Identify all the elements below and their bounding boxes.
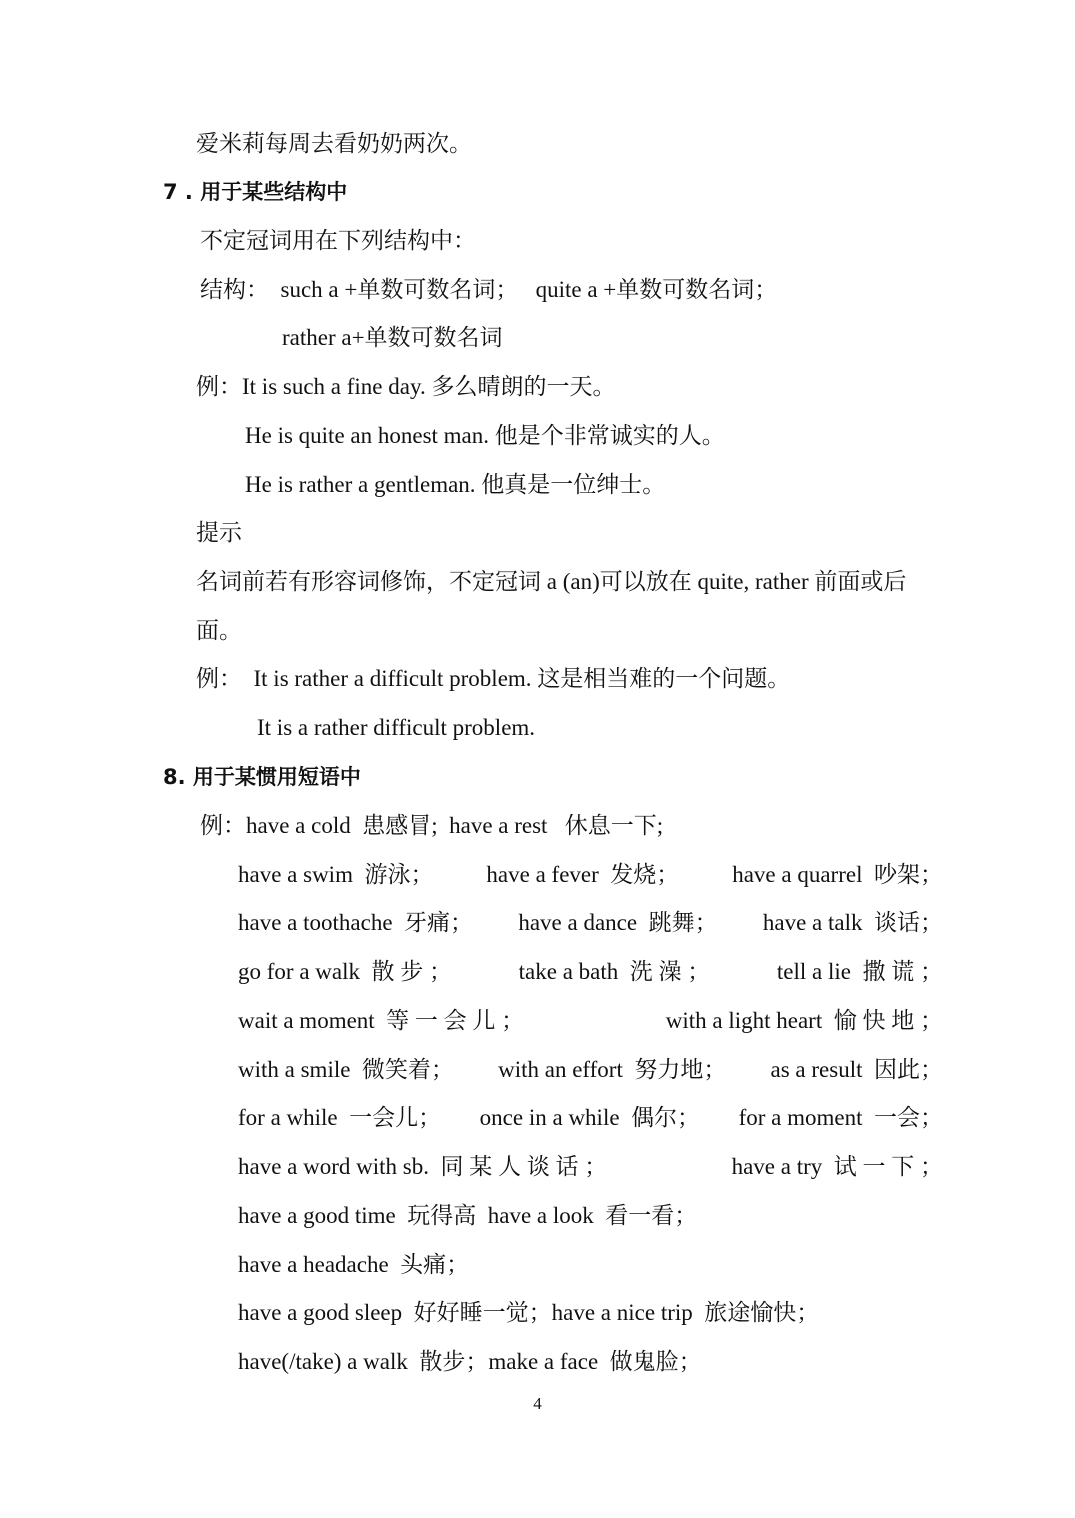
phrase: have a quarrel 吵架； <box>732 862 943 887</box>
phrase-row <box>238 1152 943 1182</box>
example-line: He is rather a gentleman. 他真是一位绅士。 <box>245 472 666 497</box>
phrase: have a dance 跳舞； <box>518 910 718 935</box>
phrase-line: have a good time 玩得高 have a look 看一看； <box>238 1203 698 1228</box>
example-line: He is quite an honest man. 他是个非常诚实的人。 <box>245 423 725 448</box>
phrase: with a light heart 愉 快 地 ； <box>665 1008 943 1033</box>
section-heading: 8. 用于某惯用短语中 <box>163 765 361 789</box>
phrase-row <box>238 1055 943 1085</box>
phrase-line: have(/take) a walk 散步；make a face 做鬼脸； <box>238 1349 702 1374</box>
example-line: It is a rather difficult problem. <box>257 715 536 740</box>
phrase: go for a walk 散 步 ； <box>238 959 452 984</box>
phrase: once in a while 偶尔； <box>479 1105 701 1130</box>
section-heading: 7 . 用于某些结构中 <box>163 180 348 204</box>
example-line: 例：It is such a fine day. 多么晴朗的一天。 <box>196 374 616 399</box>
phrase: with a smile 微笑着； <box>238 1057 454 1082</box>
text-line: 结构： such a +单数可数名词； quite a +单数可数名词； <box>200 277 778 302</box>
phrase: have a word with sb. 同 某 人 谈 话 ； <box>238 1154 608 1179</box>
page-number: 4 <box>533 1394 542 1413</box>
example-line: 例：have a cold 患感冒; have a rest 休息一下; <box>200 813 664 838</box>
example-line: 例： It is rather a difficult problem. 这是相当难的一个问题。 <box>196 666 791 691</box>
phrase-row <box>238 860 943 890</box>
text-line: rather a+单数可数名词 <box>282 325 503 350</box>
phrase-row <box>238 908 943 938</box>
phrase-row <box>238 957 943 987</box>
phrase: for a while 一会儿； <box>238 1105 442 1130</box>
phrase-row <box>238 1103 943 1133</box>
text-line: 不定冠词用在下列结构中： <box>200 228 476 253</box>
phrase: for a moment 一会； <box>738 1105 943 1130</box>
tip-label: 提示 <box>196 520 242 545</box>
phrase: tell a lie 撒 谎 ； <box>776 959 943 984</box>
phrase: take a bath 洗 澡 ； <box>518 959 711 984</box>
phrase-row <box>238 1006 943 1036</box>
phrase: with an effort 努力地； <box>498 1057 727 1082</box>
phrase: wait a moment 等 一 会 儿 ； <box>238 1008 525 1033</box>
text-line: 面。 <box>196 618 242 643</box>
text-line: 名词前若有形容词修饰，不定冠词 a (an)可以放在 quite, rather 前面或后 <box>196 569 907 594</box>
phrase: have a fever 发烧； <box>486 862 680 887</box>
phrase-line: have a good sleep 好好睡一觉；have a nice trip 旅途愉快； <box>238 1300 820 1325</box>
text-line: 爱米莉每周去看奶奶两次。 <box>196 131 472 156</box>
phrase: as a result 因此； <box>770 1057 943 1082</box>
phrase: have a swim 游泳； <box>238 862 434 887</box>
phrase: have a try 试 一 下 ； <box>731 1154 943 1179</box>
phrase: have a toothache 牙痛； <box>238 910 474 935</box>
phrase-line: have a headache 头痛； <box>238 1252 470 1277</box>
phrase: have a talk 谈话； <box>762 910 943 935</box>
